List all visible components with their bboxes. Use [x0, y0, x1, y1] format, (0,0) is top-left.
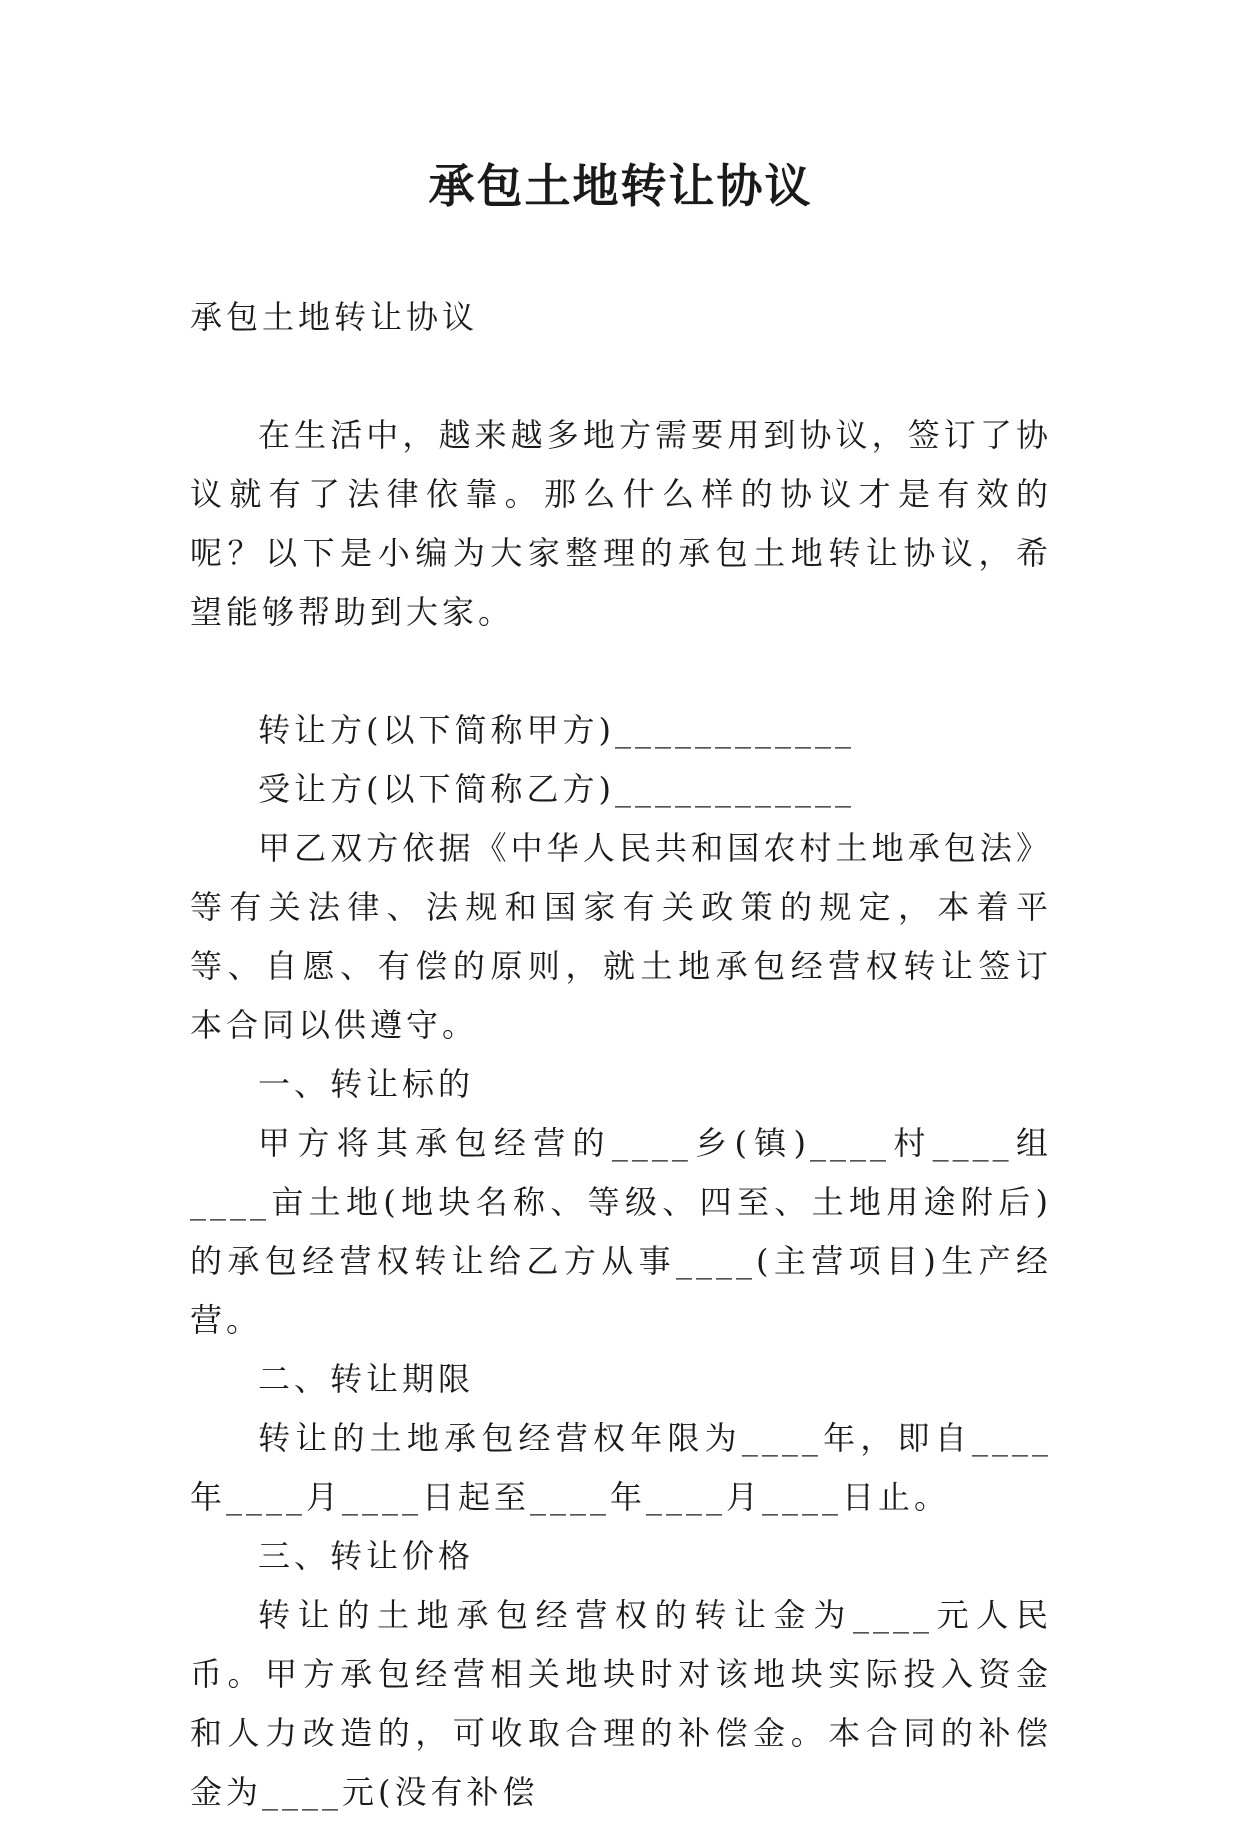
intro-paragraph: 在生活中，越来越多地方需要用到协议，签订了协议就有了法律依靠。那么什么样的协议才是有效的呢？以下是小编为大家整理的承包土地转让协议，希望能够帮助到大家。	[190, 416, 1052, 631]
section-heading-term: 二、转让期限	[258, 1360, 475, 1398]
section-heading-subject: 一、转让标的	[258, 1065, 475, 1103]
document-body	[190, 288, 1052, 1822]
transferee-line: 受让方(以下简称乙方)____________	[258, 770, 855, 808]
section-heading-price: 三、转让价格	[258, 1537, 475, 1575]
document-subtitle: 承包土地转让协议	[190, 298, 479, 336]
document-title: 承包土地转让协议	[428, 159, 813, 213]
price-paragraph: 转让的土地承包经营权的转让金为____元人民币。甲方承包经营相关地块时对该地块实际投入资金和人力改造的，可收取合理的补偿金。本合同的补偿金为____元(没有补偿	[190, 1596, 1052, 1811]
subject-paragraph: 甲方将其承包经营的____乡(镇)____村____组____亩土地(地块名称、等级、四至、土地用途附后)的承包经营权转让给乙方从事____(主营项目)生产经营。	[190, 1124, 1052, 1339]
transferor-line: 转让方(以下简称甲方)____________	[258, 711, 855, 749]
term-paragraph: 转让的土地承包经营权年限为____年，即自____年____月____日起至____年____月____日止。	[190, 1419, 1052, 1516]
legal-basis-paragraph: 甲乙双方依据《中华人民共和国农村土地承包法》等有关法律、法规和国家有关政策的规定，本着平等、自愿、有偿的原则，就土地承包经营权转让签订本合同以供遵守。	[190, 829, 1052, 1044]
